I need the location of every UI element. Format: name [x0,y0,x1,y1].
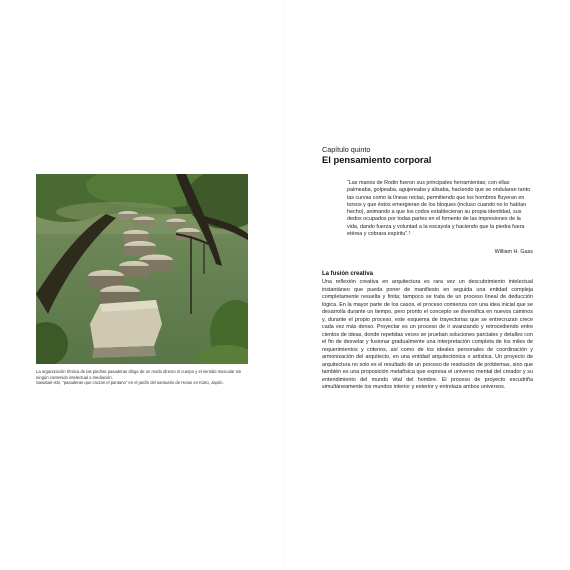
epigraph-text: “Las manos de Rodin fueron sus principales herramientas; con ellas palmeaba, golpeaba, agujereaba y alisaba, haciendo que se ondularan tanto las curvas como la líneas rectas, permitiendo que los hombros fluyeran en torsos y que éstos emergieran de los bloques (incluso cuando no lo habían hecho), animando a que los codos establecieran su propia identidad, sus dedos ocupados por todas partes en el fomento de las impresiones de la vida, dando fuerza y voluntad a la escayola y haciendo que la piedra fuera etérea y cobrara espíritu”.¹ [347,180,531,238]
body-text [322,279,533,392]
section-heading: La fusión creativa [322,271,374,277]
garden-stepping-stones-photo [36,174,248,364]
epigraph-author: William H. Gass [494,249,533,255]
page-gutter [284,0,285,570]
caption-source: Sawatari-ishi, “pasaderas que cruzan el pantano” en el jardín del santuario de Heian en Kioto, Japón. [36,380,224,386]
epigraph-quote [347,180,533,238]
chapter-title: El pensamiento corporal [322,154,432,165]
chapter-label: Capítulo quinto [322,145,371,154]
caption-text: La organización rítmica de las piedras pasaderas dirige de un modo directo el cuerpo y el sentido muscular sin ningún contenido intelectual o mediación. [36,369,242,380]
body-paragraph: Una reflexión creativa en arquitectura es rara vez un descubrimiento intelectual instantáneo que pueda poner de manifiesto en seguida una entidad compleja completamente resuelta y finita; tampoco se trata de un proceso lineal de deducción lógica. En la mayor parte de los casos, el proceso comienza con una idea inicial que se desarrolla durante un tiempo, pero pronto el concepto se diversifica en nuevos caminos y, durante el propio proceso, este esquema de trayectorias que se entrecruzan crece cada vez más denso. Proyectar es un proceso de ir avanzando y retrocediendo entre cientos de ideas, donde repetidas veces se prueban soluciones parciales y detalles con el fin de desvelar y fusionar gradualmente una interpretación completa de los miles de requerimientos y criterios, así como de los ideales personales de coordinación y armonización del arquitecto, en una entidad arquitectónica o artística. Un proyecto de arquitectura no solo es el resultado de un proceso de resolución de problemas, sino que también es una proposición metafísica que expresa el universo mental del creador y su entendimiento del mundo vital del hombre. El proceso de proyecto escudriña simultáneamente los mundos interior y exterior y entrelaza ambos universos. [322,279,533,390]
photo-caption [36,369,250,386]
